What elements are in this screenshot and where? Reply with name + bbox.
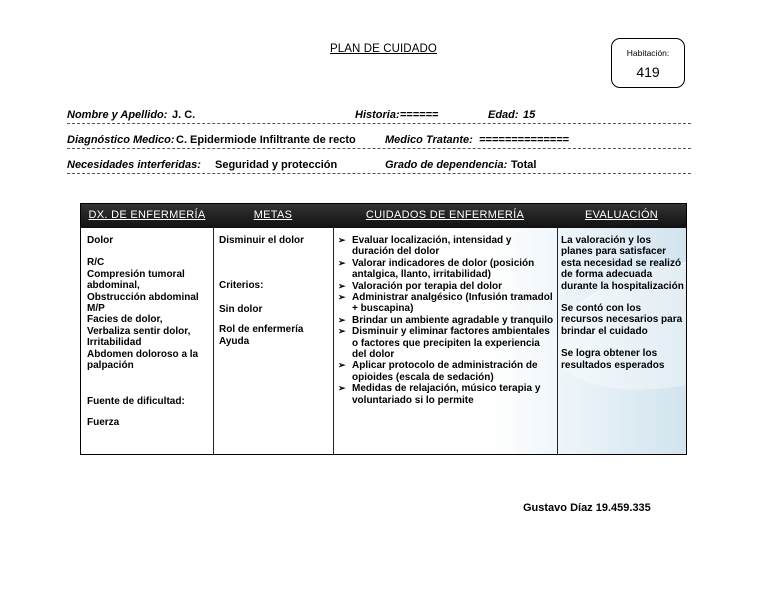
header-dx: DX. DE ENFERMERÍA (88, 209, 206, 221)
list-item: ➢ Valorar indicadores de dolor (posición antalgica, llanto, irritabilidad) (338, 258, 554, 281)
metas-criterion: Sin dolor (219, 303, 263, 315)
dx-rc-line: Compresión tumoral (87, 268, 185, 280)
diagnosis-label: Diagnóstico Medico: (67, 134, 175, 146)
list-item: ➢ Administrar analgésico (Infusión tramadol + buscapina) (338, 292, 554, 315)
list-item: ➢ Disminuir y eliminar factores ambientales o factores que precipiten la experiencia del dolor (338, 326, 554, 360)
dependency-label: Grado de dependencia: (385, 159, 508, 171)
list-item: ➢ Valoración por terapia del dolor (338, 281, 554, 292)
room-box (611, 38, 685, 88)
header-evaluacion: EVALUACIÓN (584, 209, 659, 221)
list-item: ➢ Brindar un ambiente agradable y tranquilo (338, 315, 554, 326)
patient-info-row-3 (67, 157, 691, 174)
dx-rc-line: palpación (87, 360, 134, 372)
diagnosis-value: C. Epidermiode Infiltrante de recto (176, 134, 356, 146)
room-label: Habitación: (626, 48, 670, 58)
column-divider (333, 228, 334, 455)
evaluacion-cell (561, 235, 685, 371)
history-label: Historia: (355, 109, 400, 121)
cuidados-list (338, 235, 554, 406)
dx-difficulty-source: Fuente de dificultad: (87, 396, 185, 408)
column-divider (213, 228, 214, 455)
metas-role-line: Rol de enfermería (219, 324, 304, 336)
list-item: ➢ Aplicar protocolo de administración de opioides (escala de sedación) (338, 360, 554, 383)
dependency-value: Total (511, 159, 537, 171)
age-value: 15 (523, 109, 536, 121)
metas-goal: Disminuir el dolor (219, 235, 305, 246)
dx-cell (87, 235, 211, 428)
care-plan-table (80, 203, 687, 455)
dx-rc-line: M/P (87, 303, 105, 315)
name-label: Nombre y Apellido: (67, 109, 168, 121)
name-value: J. C. (172, 109, 196, 121)
evaluacion-item: Se logra obtener los resultados esperados (561, 348, 665, 371)
evaluacion-item: La valoración y los planes para satisfacer esta necesidad se realizó de forma adecuada durante la hospitalización (561, 235, 684, 292)
cuidados-cell (338, 235, 554, 406)
metas-role-line: Ayuda (219, 335, 250, 347)
evaluacion-item: Se contó con los recursos necesarios para brindar el cuidado (561, 303, 683, 337)
patient-info-row-2 (67, 132, 691, 149)
dx-rc-line: Verbaliza sentir dolor, (87, 325, 191, 337)
signature: Gustavo Díaz 19.459.335 (523, 502, 651, 514)
dx-problem: Dolor (87, 235, 114, 246)
age-label: Edad: (488, 109, 519, 121)
dx-rc-line: Irritabilidad (87, 337, 142, 349)
list-item: ➢ Medidas de relajación, músico terapia y voluntariado si lo permite (338, 383, 554, 406)
list-item: ➢ Evaluar localización, intensidad y duración del dolor (338, 235, 554, 258)
doctor-value: ============== (479, 134, 569, 146)
metas-cell (219, 235, 331, 347)
needs-value: Seguridad y protección (215, 159, 338, 171)
metas-criteria-label: Criterios: (219, 280, 264, 292)
doctor-label: Medico Tratante: (385, 134, 473, 146)
dx-rc-line: Obstrucción abdominal (87, 291, 199, 303)
dx-rc-line: Abdomen doloroso a la (87, 348, 199, 360)
needs-label: Necesidades interferidas: (67, 159, 201, 171)
header-metas: METAS (253, 209, 293, 221)
dx-rc-line: Facies de dolor, (87, 314, 163, 326)
column-divider (557, 228, 558, 455)
patient-info-row-1 (67, 107, 691, 124)
dx-rc-line: R/C (87, 257, 105, 269)
history-value: ====== (400, 109, 439, 121)
header-cuidados: CUIDADOS DE ENFERMERÍA (365, 209, 525, 221)
dx-rc-line: abdominal, (87, 280, 140, 292)
table-header-row (81, 204, 686, 228)
room-number: 419 (636, 64, 660, 80)
page-title: PLAN DE CUIDADO (330, 43, 437, 55)
dx-difficulty-value: Fuerza (87, 416, 120, 428)
